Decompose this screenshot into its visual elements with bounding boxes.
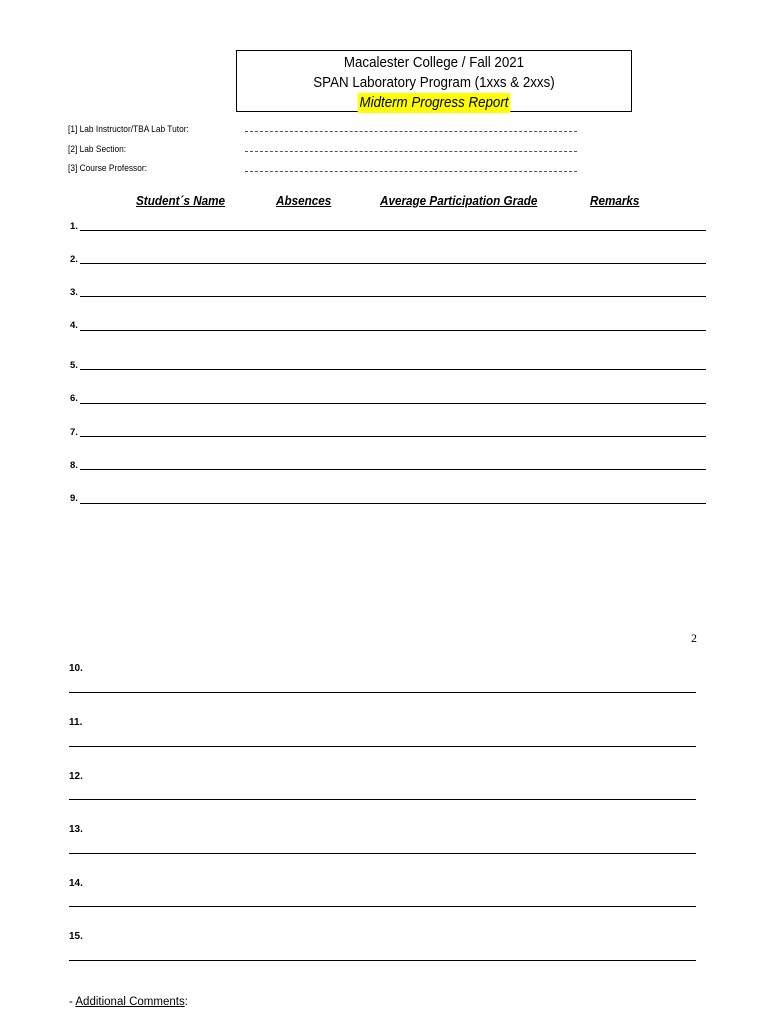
lab-instructor-field[interactable] [245, 131, 577, 132]
row-entry-line[interactable] [80, 369, 706, 370]
lab-instructor-label: [1] Lab Instructor/TBA Lab Tutor: [68, 124, 189, 135]
row-number: 9. [70, 493, 78, 504]
lab-section-field[interactable] [245, 151, 577, 152]
row-number: 7. [70, 427, 78, 438]
row-entry-line[interactable] [69, 799, 696, 800]
row-entry-line[interactable] [80, 469, 706, 470]
row-number: 6. [70, 393, 78, 404]
course-professor-field[interactable] [245, 171, 577, 172]
row-entry-line[interactable] [69, 746, 696, 747]
column-student-name: Student´s Name [136, 193, 226, 208]
row-number: 1. [70, 221, 78, 232]
row-entry-line[interactable] [69, 853, 696, 854]
row-entry-line[interactable] [69, 906, 696, 907]
row-entry-line[interactable] [80, 296, 706, 297]
row-entry-line[interactable] [80, 230, 706, 231]
row-entry-line[interactable] [69, 692, 696, 693]
row-entry-line[interactable] [80, 503, 706, 504]
college-title: Macalester College / Fall 2021 [343, 55, 525, 71]
additional-comments [69, 996, 188, 1008]
row-entry-line[interactable] [80, 263, 706, 264]
row-number: 14. [69, 878, 83, 889]
row-number: 4. [70, 320, 78, 331]
column-remarks: Remarks [590, 193, 640, 208]
lab-section-label: [2] Lab Section: [68, 144, 127, 155]
report-subtitle: Midterm Progress Report [359, 95, 509, 111]
page-number: 2 [691, 631, 697, 645]
row-entry-line[interactable] [80, 330, 706, 331]
program-title: SPAN Laboratory Program (1xxs & 2xxs) [313, 75, 555, 91]
row-number: 10. [69, 663, 83, 674]
row-entry-line[interactable] [69, 960, 696, 961]
row-number: 5. [70, 360, 78, 371]
comments-prefix: - [69, 996, 76, 1008]
row-number: 13. [69, 824, 83, 835]
comments-suffix: : [184, 996, 188, 1008]
row-entry-line[interactable] [80, 436, 706, 437]
report-title-box [236, 50, 632, 112]
row-number: 12. [69, 771, 83, 782]
row-number: 2. [70, 254, 78, 265]
row-entry-line[interactable] [80, 403, 706, 404]
comments-label: Additional Comments [75, 996, 185, 1008]
column-absences: Absences [276, 193, 332, 208]
column-participation-grade: Average Participation Grade [380, 193, 538, 208]
row-number: 15. [69, 931, 83, 942]
row-number: 11. [69, 717, 83, 728]
row-number: 8. [70, 460, 78, 471]
course-professor-label: [3] Course Professor: [68, 163, 147, 174]
row-number: 3. [70, 287, 78, 298]
